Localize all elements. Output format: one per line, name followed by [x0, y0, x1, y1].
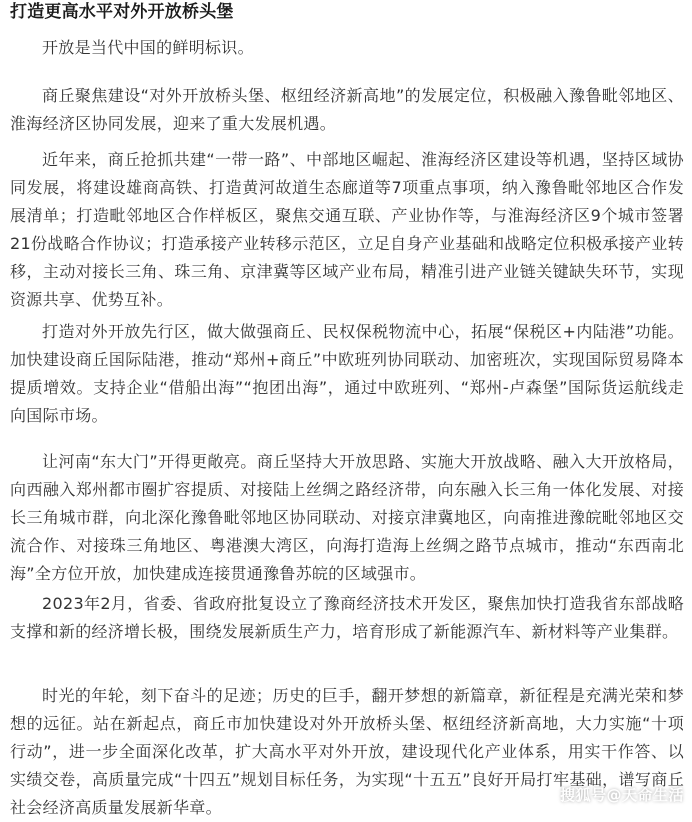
source-watermark: 搜狐号@天命生活: [559, 786, 684, 804]
paragraph: 开放是当代中国的鲜明标识。: [42, 38, 254, 57]
article-title: 打造更高水平对外开放桥头堡: [10, 2, 234, 22]
paragraph: 打造对外开放先行区，做大做强商丘、民权保税物流中心，拓展“保税区+内陆港”功能。加快建设商丘国际陆港，推动“郑州+商丘”中欧班列协同联动、加密班次，实现国际贸易降本提质增效。支持企业“借船出海”“抱团出海”，通过中欧班列、“郑州-卢森堡”国际货运航线走向国际市场。: [10, 322, 684, 425]
paragraph: 商丘聚焦建设“对外开放桥头堡、枢纽经济新高地”的发展定位，积极融入豫鲁毗邻地区、淮海经济区协同发展，迎来了重大发展机遇。: [10, 86, 684, 133]
paragraph: 让河南“东大门”开得更敞亮。商丘坚持大开放思路、实施大开放战略、融入大开放格局，向西融入郑州都市圈扩容提质、对接陆上丝绸之路经济带，向东融入长三角一体化发展、对接长三角城市群，向北深化豫鲁毗邻地区协同联动、对接京津冀地区，向南推进豫皖毗邻地区交流合作、对接珠三角地区、粤港澳大湾区，向海打造海上丝绸之路节点城市，推动“东西南北海”全方位开放，加快建成连接贯通豫鲁苏皖的区域强市。: [10, 452, 684, 583]
paragraph: 时光的年轮，刻下奋斗的足迹；历史的巨手，翻开梦想的新篇章，新征程是充满光荣和梦想的远征。站在新起点，商丘市加快建设对外开放桥头堡、枢纽经济新高地，大力实施“十项行动”，进一步全面深化改革，扩大高水平对外开放，建设现代化产业体系，用实干作答、以实绩交卷，高质量完成“十四五”规划目标任务，为实现“十五五”良好开局打牢基础，谱写商丘社会经济高质量发展新华章。: [10, 686, 684, 817]
paragraph: 近年来，商丘抢抓共建“一带一路”、中部地区崛起、淮海经济区建设等机遇，坚持区域协同发展，将建设雄商高铁、打造黄河故道生态廊道等7项重点事项，纳入豫鲁毗邻地区合作发展清单；打造毗邻地区合作样板区，聚焦交通互联、产业协作等，与淮海经济区9个城市签署21份战略合作协议；打造承接产业转移示范区，立足自身产业基础和战略定位积极承接产业转移，主动对接长三角、珠三角、京津冀等区域产业布局，精准引进产业链关键缺失环节，实现资源共享、优势互补。: [10, 150, 684, 309]
paragraph: 2023年2月，省委、省政府批复设立了豫商经济技术开发区，聚焦加快打造我省东部战略支撑和新的经济增长极，围绕发展新质生产力，培育形成了新能源汽车、新材料等产业集群。: [10, 594, 684, 641]
